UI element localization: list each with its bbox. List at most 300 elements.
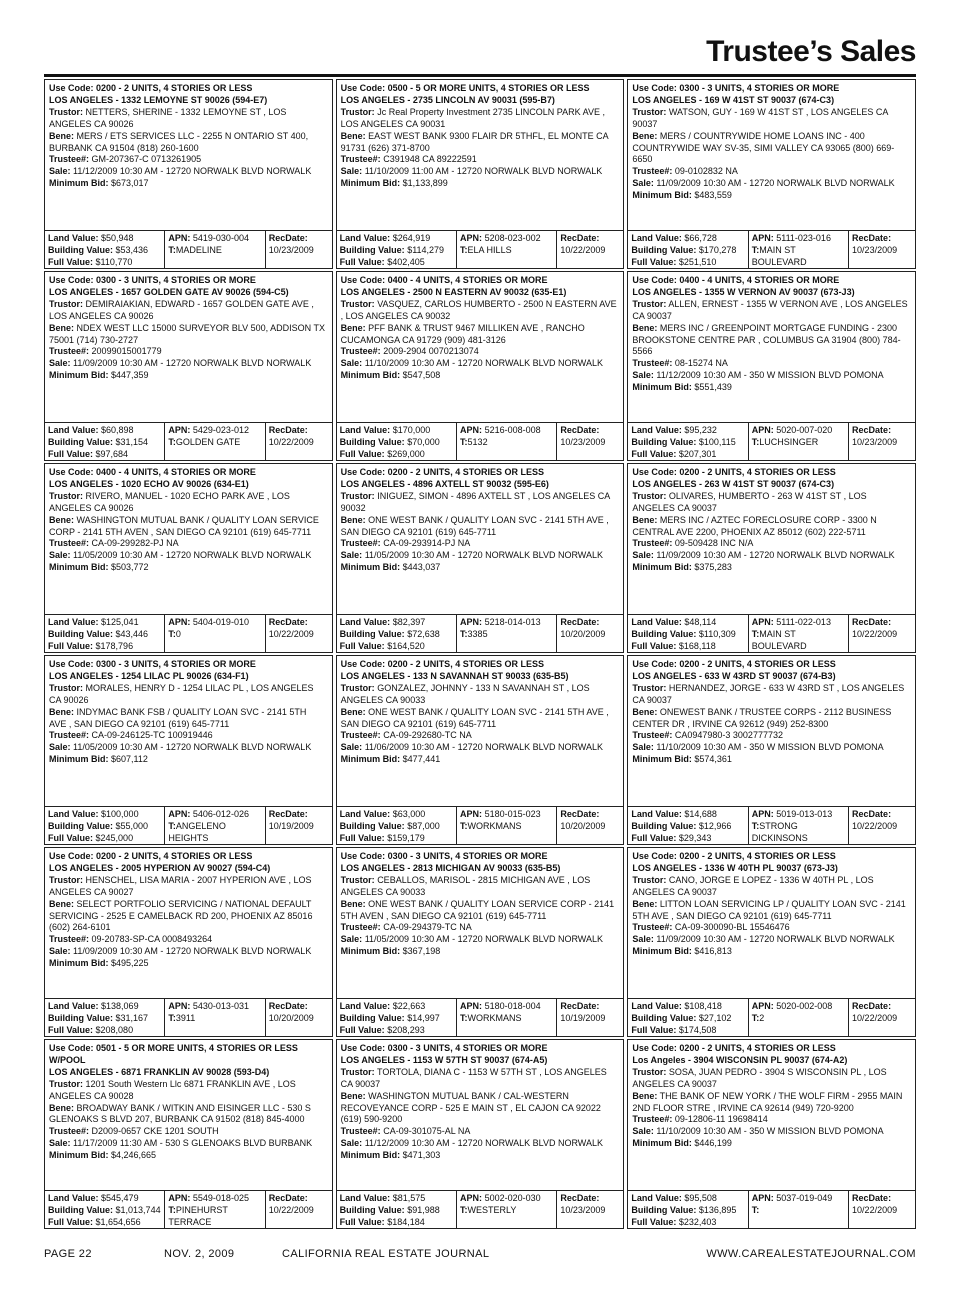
sale-value: 11/09/2009 10:30 AM - 12720 NORWALK BLVD NORWALK	[656, 934, 895, 945]
trustor-value: HENSCHEL, LISA MARIA - 2007 HYPERION AVE , LOS ANGELES CA 90027	[49, 874, 312, 897]
listing-details	[45, 848, 332, 998]
sale-value: 11/09/2009 10:30 AM - 12720 NORWALK BLVD NORWALK	[656, 550, 895, 561]
property-address: LOS ANGELES - 1336 W 40TH PL 90037 (673-J3)	[632, 862, 838, 873]
bene-line	[341, 515, 618, 539]
recdate-label: RecDate:	[560, 233, 600, 243]
trustee-line	[341, 538, 618, 550]
property-address: LOS ANGELES - 1153 W 57TH ST 90037 (674-A5)	[340, 1054, 548, 1065]
minbid-line	[632, 190, 909, 202]
tract-value: 5132	[467, 436, 488, 447]
minbid-value: $547,508	[402, 370, 441, 381]
apn-label: APN:	[168, 809, 191, 819]
tract-value: 0	[175, 628, 181, 639]
full-value: $97,684	[95, 448, 129, 459]
bene-value: ONE WEST BANK / QUALITY LOAN SERVICE CORP - 2141 5TH AVEN , SAN DIEGO CA 92101 (619) 645-7711	[340, 898, 615, 921]
trustor-line	[341, 299, 618, 323]
recdate-label: RecDate:	[268, 1001, 308, 1011]
listing-card	[627, 655, 916, 845]
full-value: $402,405	[387, 256, 425, 267]
use-code: Use Code: 0400 - 4 UNITS, 4 STORIES OR MORE	[632, 275, 840, 285]
trustor-label: Trustor:	[340, 106, 375, 117]
trustor-label: Trustor:	[632, 682, 667, 693]
sale-label: Sale:	[632, 1126, 654, 1137]
values-cell	[337, 1191, 457, 1228]
land-value: $95,232	[684, 425, 717, 435]
tract-label: T:	[168, 1204, 176, 1215]
trustee-label: Trustee#:	[49, 934, 90, 945]
tract-label: T:	[751, 244, 760, 255]
bene-value: MERS / COUNTRYWIDE HOME LOANS INC - 400 COUNTRYWIDE WAY SV-35, SIMI VALLEY CA 93065 (800) 669-6650	[632, 130, 895, 165]
trustee-label: Trustee#:	[632, 922, 673, 933]
listing-details	[628, 656, 915, 806]
trustee-label: Trustee#:	[632, 1114, 673, 1125]
sale-line	[49, 550, 326, 562]
listing-card	[336, 847, 625, 1037]
full-value: $178,796	[95, 640, 134, 651]
building-value: $53,436	[115, 244, 149, 255]
building-value: $170,278	[698, 244, 737, 255]
use-code: Use Code: 0200 - 2 UNITS, 4 STORIES OR LESS	[49, 83, 253, 93]
sale-line	[632, 742, 909, 754]
minbid-label: Minimum Bid:	[632, 946, 692, 957]
minbid-value: $483,559	[694, 190, 732, 201]
recdate-value: 10/23/2009	[560, 1204, 606, 1215]
use-code: Use Code: 0200 - 2 UNITS, 4 STORIES OR LESS	[340, 467, 545, 477]
apn-cell	[457, 1191, 557, 1228]
values-cell	[337, 807, 457, 844]
bene-label: Bene:	[632, 322, 658, 333]
trustee-value: C391948 CA 89222591	[383, 154, 477, 165]
full-value: $269,000	[387, 448, 425, 459]
trustor-value: VASQUEZ, CARLOS HUMBERTO - 2500 N EASTERN AVE , LOS ANGELES CA 90032	[340, 298, 617, 321]
minbid-value: $4,246,665	[111, 1150, 157, 1161]
trustee-line	[341, 1126, 618, 1138]
land-value: $108,418	[684, 1001, 722, 1011]
bene-line	[49, 1103, 326, 1127]
building-value-label: Building Value:	[631, 1204, 697, 1215]
sale-label: Sale:	[49, 1138, 71, 1149]
recdate-value: 10/22/2009	[268, 628, 314, 639]
recdate-label: RecDate:	[852, 809, 892, 819]
recdate-label: RecDate:	[560, 425, 600, 435]
trustor-value: CEBALLOS, MARISOL - 2815 MICHIGAN AVE , LOS ANGELES CA 90033	[340, 874, 591, 897]
apn-label: APN:	[751, 425, 774, 435]
minbid-value: $495,225	[111, 958, 149, 969]
trustee-line	[49, 934, 326, 946]
property-address: LOS ANGELES - 2735 LINCOLN AV 90031 (595-B7)	[340, 94, 555, 105]
apn-cell	[749, 999, 849, 1036]
bene-label: Bene:	[632, 898, 658, 909]
minbid-line	[632, 946, 909, 958]
bene-value: NDEX WEST LLC 15000 SURVEYOR BLV 500, ADDISON TX 75001 (714) 730-2727	[49, 322, 325, 345]
recdate-label: RecDate:	[268, 233, 308, 243]
valuation-row	[45, 422, 332, 460]
sale-value: 11/12/2009 10:30 AM - 12720 NORWALK BLVD NORWALK	[73, 166, 312, 177]
recdate-value: 10/23/2009	[268, 244, 314, 255]
trustee-label: Trustee#:	[632, 538, 673, 549]
sale-line	[341, 742, 618, 754]
minbid-line	[632, 1138, 909, 1150]
sale-label: Sale:	[632, 178, 654, 189]
apn-label: APN:	[751, 1001, 774, 1011]
recdate-cell	[266, 615, 332, 652]
sale-line	[49, 946, 326, 958]
full-value-label: Full Value:	[339, 1024, 385, 1035]
trustee-label: Trustee#:	[340, 346, 381, 357]
trustee-line	[49, 538, 326, 550]
land-value: $48,114	[684, 617, 717, 627]
trustor-label: Trustor:	[632, 1066, 667, 1077]
trustee-line	[49, 730, 326, 742]
tract-value: MAIN ST BOULEVARD	[751, 628, 807, 651]
building-value: $110,309	[698, 628, 736, 639]
recdate-label: RecDate:	[268, 809, 308, 819]
tract-label: T:	[460, 436, 468, 447]
listing-card	[44, 79, 333, 269]
minbid-value: $477,441	[402, 754, 441, 765]
trustee-label: Trustee#:	[340, 154, 381, 165]
valuation-row	[628, 422, 915, 460]
bene-label: Bene:	[340, 130, 366, 141]
sale-label: Sale:	[49, 946, 71, 957]
tract-value: MADELINE	[175, 244, 222, 255]
apn-cell	[457, 999, 557, 1036]
apn-cell	[749, 231, 849, 268]
land-value: $60,898	[101, 425, 134, 435]
recdate-value: 10/20/2009	[560, 628, 606, 639]
bene-label: Bene:	[49, 514, 75, 525]
trustee-line	[632, 1114, 909, 1126]
recdate-value: 10/22/2009	[268, 1204, 314, 1215]
sale-label: Sale:	[632, 934, 654, 945]
trustee-value: CA-09-294379-TC NA	[383, 922, 472, 933]
listing-details	[45, 1040, 332, 1190]
tract-value: 3911	[175, 1012, 196, 1023]
land-value-label: Land Value:	[339, 1001, 391, 1011]
trustor-line	[632, 683, 909, 707]
trustor-label: Trustor:	[632, 874, 667, 885]
sale-label: Sale:	[632, 370, 654, 381]
use-code: Use Code: 0300 - 3 UNITS, 4 STORIES OR MORE	[340, 1043, 548, 1053]
trustee-label: Trustee#:	[340, 538, 381, 549]
trustee-value: 09-12806-11 19698414	[674, 1114, 768, 1125]
apn-value: 5429-023-012	[192, 425, 249, 435]
property-address: LOS ANGELES - 633 W 43RD ST 90037 (674-B3)	[632, 670, 836, 681]
trustor-line	[341, 1067, 618, 1091]
sale-label: Sale:	[340, 550, 363, 561]
sale-line	[341, 550, 618, 562]
trustor-label: Trustor:	[49, 106, 84, 117]
land-value: $170,000	[392, 425, 431, 435]
trustor-line	[632, 299, 909, 323]
use-code: Use Code: 0400 - 4 UNITS, 4 STORIES OR MORE	[340, 275, 548, 285]
footer-page-number: PAGE 22	[44, 1248, 92, 1260]
recdate-value: 10/22/2009	[852, 1012, 898, 1023]
full-value-label: Full Value:	[48, 1024, 94, 1035]
valuation-row	[628, 1190, 915, 1228]
valuation-row	[628, 998, 915, 1036]
use-code: Use Code: 0300 - 3 UNITS, 4 STORIES OR MORE	[49, 659, 256, 669]
land-value: $66,728	[684, 233, 717, 243]
trustor-label: Trustor:	[49, 1078, 84, 1089]
trustee-value: CA-09-301075-AL NA	[383, 1126, 471, 1137]
trustor-value: MORALES, HENRY D - 1254 LILAC PL , LOS ANGELES CA 90026	[49, 682, 314, 705]
recdate-cell	[266, 1191, 332, 1228]
building-value-label: Building Value:	[339, 1204, 405, 1215]
apn-label: APN:	[460, 617, 483, 627]
values-cell	[45, 231, 165, 268]
sale-line	[49, 166, 326, 178]
recdate-cell	[266, 231, 332, 268]
recdate-cell	[557, 423, 623, 460]
land-value-label: Land Value:	[48, 617, 99, 627]
apn-cell	[165, 615, 265, 652]
apn-cell	[457, 423, 557, 460]
valuation-row	[45, 230, 332, 268]
land-value-label: Land Value:	[339, 233, 391, 243]
apn-label: APN:	[460, 425, 483, 435]
trustee-line	[632, 922, 909, 934]
listing-details	[337, 1040, 624, 1190]
full-value-label: Full Value:	[631, 640, 677, 651]
tract-value: ANGELENO HEIGHTS	[168, 820, 226, 843]
apn-label: APN:	[168, 425, 191, 435]
trustee-value: D2009-0657 CKE 1201 SOUTH	[91, 1126, 219, 1137]
minbid-line	[341, 946, 618, 958]
bene-label: Bene:	[49, 898, 75, 909]
recdate-cell	[557, 615, 623, 652]
trustor-value: WATSON, GUY - 169 W 41ST ST , LOS ANGELES CA 90037	[632, 106, 888, 129]
trustor-line	[49, 491, 326, 515]
sale-value: 11/10/2009 10:30 AM - 350 W MISSION BLVD POMONA	[656, 1126, 884, 1137]
trustor-label: Trustor:	[49, 874, 84, 885]
minbid-line	[632, 382, 909, 394]
sale-line	[632, 1126, 909, 1138]
values-cell	[45, 1191, 165, 1228]
trustee-label: Trustee#:	[49, 538, 90, 549]
tract-value: STRONG DICKINSONS	[751, 820, 808, 843]
sale-value: 11/09/2009 10:30 AM - 12720 NORWALK BLVD NORWALK	[73, 358, 312, 369]
minbid-line	[341, 370, 618, 382]
building-value: $72,638	[407, 628, 440, 639]
bene-value: WASHINGTON MUTUAL BANK / CAL-WESTERN RECOVEYANCE CORP - 525 E MAIN ST , EL CAJON CA 92022 (619) 590-9200	[340, 1090, 601, 1125]
bene-line	[632, 707, 909, 731]
trustee-label: Trustee#:	[340, 730, 381, 741]
valuation-row	[45, 998, 332, 1036]
full-value: $110,770	[95, 256, 133, 267]
recdate-value: 10/22/2009	[852, 820, 898, 831]
property-address: LOS ANGELES - 2005 HYPERION AV 90027 (594-C4)	[49, 862, 271, 873]
building-value: $1,013,744	[115, 1204, 161, 1215]
trustee-value: 09-0102832 NA	[674, 166, 738, 177]
valuation-row	[45, 1190, 332, 1228]
trustor-line	[49, 683, 326, 707]
listing-details	[628, 848, 915, 998]
bene-label: Bene:	[340, 1090, 366, 1101]
listing-card	[44, 271, 333, 461]
sale-line	[632, 550, 909, 562]
trustee-label: Trustee#:	[340, 922, 381, 933]
full-value-label: Full Value:	[339, 1216, 385, 1227]
recdate-value: 10/22/2009	[560, 244, 606, 255]
listing-card	[44, 463, 333, 653]
bene-value: ONEWEST BANK / TRUSTEE CORPS - 2112 BUSINESS CENTER DR , IRVINE CA 92612 (949) 252-8300	[632, 706, 892, 729]
sale-line	[341, 1138, 618, 1150]
land-value-label: Land Value:	[631, 617, 682, 627]
property-address: LOS ANGELES - 1020 ECHO AV 90026 (634-E1)	[49, 478, 249, 489]
trustee-line	[632, 358, 909, 370]
full-value: $208,293	[387, 1024, 425, 1035]
apn-cell	[165, 1191, 265, 1228]
minbid-value: $673,017	[111, 178, 149, 189]
trustee-line	[341, 154, 618, 166]
land-value: $14,688	[684, 809, 717, 819]
building-value: $55,000	[115, 820, 149, 831]
trustor-label: Trustor:	[632, 106, 667, 117]
property-address: LOS ANGELES - 2813 MICHIGAN AV 90033 (635-B5)	[340, 862, 561, 873]
values-cell	[45, 807, 165, 844]
recdate-value: 10/23/2009	[852, 244, 898, 255]
trustee-line	[632, 730, 909, 742]
trustee-line	[632, 538, 909, 550]
minbid-label: Minimum Bid:	[49, 370, 109, 381]
apn-label: APN:	[460, 1001, 483, 1011]
bene-line	[341, 1091, 618, 1127]
bene-label: Bene:	[340, 706, 366, 717]
land-value-label: Land Value:	[631, 1193, 682, 1203]
bene-value: PFF BANK & TRUST 9467 MILLIKEN AVE , RANCHO CUCAMONGA CA 91729 (909) 481-3126	[340, 322, 585, 345]
trustor-value: SOSA, JUAN PEDRO - 3904 S WISCONSIN PL , LOS ANGELES CA 90037	[632, 1066, 887, 1089]
valuation-row	[337, 806, 624, 844]
sale-label: Sale:	[340, 742, 363, 753]
use-code: Use Code: 0200 - 2 UNITS, 4 STORIES OR LESS	[49, 851, 253, 861]
apn-label: APN:	[751, 617, 774, 627]
land-value-label: Land Value:	[339, 1193, 391, 1203]
listing-details	[628, 80, 915, 230]
minbid-label: Minimum Bid:	[632, 1138, 692, 1149]
recdate-cell	[557, 999, 623, 1036]
listing-card	[627, 271, 916, 461]
tract-value: GOLDEN GATE	[175, 436, 241, 447]
valuation-row	[45, 614, 332, 652]
trustee-value: CA-09-292680-TC NA	[383, 730, 472, 741]
building-value-label: Building Value:	[631, 436, 697, 447]
values-cell	[45, 423, 165, 460]
listing-details	[337, 656, 624, 806]
land-value: $545,479	[101, 1193, 139, 1203]
minbid-line	[341, 754, 618, 766]
trustor-line	[341, 491, 618, 515]
recdate-label: RecDate:	[560, 1193, 600, 1203]
minbid-label: Minimum Bid:	[632, 562, 692, 573]
tract-label: T:	[751, 436, 760, 447]
listing-details	[45, 656, 332, 806]
recdate-label: RecDate:	[852, 425, 892, 435]
bene-value: LITTON LOAN SERVICING LP / QUALITY LOAN SVC - 2141 5TH AVE , SAN DIEGO CA 92101 (619) 645-7711	[632, 898, 906, 921]
recdate-cell	[849, 615, 915, 652]
trustor-label: Trustor:	[49, 298, 84, 309]
land-value-label: Land Value:	[48, 425, 99, 435]
trustee-line	[49, 154, 326, 166]
trustor-label: Trustor:	[49, 682, 84, 693]
tract-value: PINEHURST TERRACE	[168, 1204, 228, 1227]
listing-details	[337, 80, 624, 230]
apn-value: 5037-019-049	[776, 1193, 833, 1203]
apn-value: 5019-013-013	[776, 809, 833, 819]
apn-value: 5208-023-002	[484, 233, 541, 243]
apn-label: APN:	[460, 233, 483, 243]
listing-card	[44, 847, 333, 1037]
bene-line	[49, 515, 326, 539]
minbid-value: $447,359	[111, 370, 149, 381]
full-value-label: Full Value:	[339, 640, 385, 651]
minbid-line	[49, 958, 326, 970]
recdate-cell	[849, 423, 915, 460]
full-value-label: Full Value:	[48, 832, 94, 843]
minbid-line	[49, 754, 326, 766]
recdate-label: RecDate:	[268, 617, 308, 627]
bene-label: Bene:	[632, 1090, 658, 1101]
trustor-line	[49, 1079, 326, 1103]
listing-card	[44, 1039, 333, 1229]
minbid-value: $551,439	[694, 382, 732, 393]
trustor-value: ALLEN, ERNEST - 1355 W VERNON AVE , LOS ANGELES CA 90037	[632, 298, 908, 321]
full-value: $207,301	[678, 448, 717, 459]
trustee-value: 09-509428 INC N/A	[674, 538, 754, 549]
property-address: Los Angeles - 3904 WISCONSIN PL 90037 (674-A2)	[632, 1054, 848, 1065]
full-value-label: Full Value:	[631, 448, 677, 459]
sale-value: 11/10/2009 11:00 AM - 12720 NORWALK BLVD NORWALK	[364, 166, 603, 177]
full-value-label: Full Value:	[631, 256, 677, 267]
apn-cell	[165, 231, 265, 268]
trustor-value: TORTOLA, DIANA C - 1153 W 57TH ST , LOS ANGELES CA 90037	[340, 1066, 607, 1089]
sale-line	[49, 1138, 326, 1150]
land-value-label: Land Value:	[48, 809, 99, 819]
listing-details	[628, 1040, 915, 1190]
recdate-value: 10/22/2009	[852, 1204, 898, 1215]
building-value-label: Building Value:	[631, 244, 697, 255]
sale-label: Sale:	[340, 166, 363, 177]
minbid-value: $416,813	[694, 946, 732, 957]
sale-line	[632, 178, 909, 190]
apn-cell	[749, 1191, 849, 1228]
apn-label: APN:	[168, 233, 191, 243]
trustor-line	[341, 107, 618, 131]
trustee-label: Trustee#:	[632, 730, 673, 741]
minbid-value: $443,037	[402, 562, 441, 573]
full-value: $159,179	[387, 832, 425, 843]
listing-card	[627, 463, 916, 653]
building-value: $12,966	[698, 820, 732, 831]
listing-details	[337, 464, 624, 614]
sale-value: 11/09/2009 10:30 AM - 12720 NORWALK BLVD NORWALK	[656, 178, 895, 189]
use-code: Use Code: 0300 - 3 UNITS, 4 STORIES OR MORE	[49, 275, 256, 285]
bene-label: Bene:	[49, 706, 75, 717]
tract-label: T:	[460, 244, 468, 255]
values-cell	[628, 231, 748, 268]
minbid-line	[341, 178, 618, 190]
trustee-value: 2009-2904 0070213074	[383, 346, 479, 357]
use-code: Use Code: 0200 - 2 UNITS, 4 STORIES OR LESS	[632, 1043, 836, 1053]
recdate-value: 10/19/2009	[560, 1012, 606, 1023]
bene-label: Bene:	[49, 130, 75, 141]
property-address: LOS ANGELES - 1254 LILAC PL 90026 (634-F1)	[49, 670, 249, 681]
recdate-label: RecDate:	[560, 617, 600, 627]
sale-line	[341, 166, 618, 178]
valuation-row	[628, 614, 915, 652]
bene-value: MERS INC / GREENPOINT MORTGAGE FUNDING - 2300 BROOKSTONE CENTRE PAR , COLUMBUS GA 31904 (800) 784-5566	[632, 322, 901, 357]
recdate-cell	[849, 999, 915, 1036]
